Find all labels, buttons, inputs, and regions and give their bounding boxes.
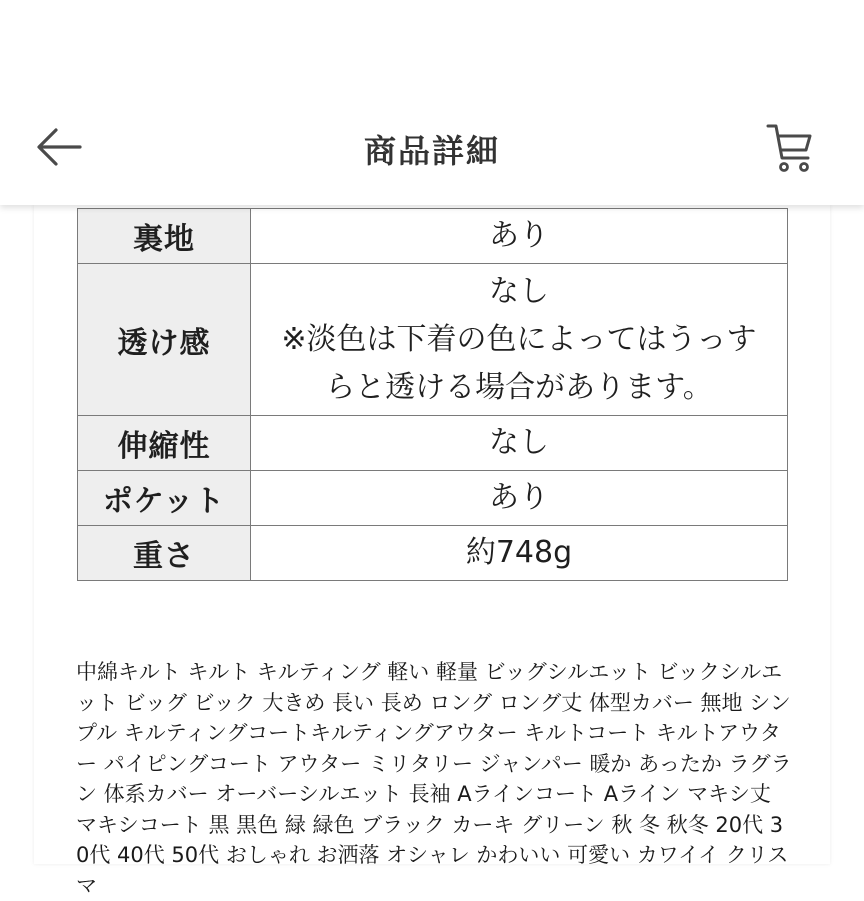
- spec-value: [251, 209, 788, 264]
- spec-value-line: なし: [489, 273, 549, 309]
- table-row: [78, 526, 788, 581]
- keyword-text: 中綿キルト キルト キルティング 軽い 軽量 ビッグシルエット ビックシルエット ビッグ ビック 大きめ 長い 長め ロング ロング丈 体型カバー 無地 シンプル キルティングコートキルティングアウター キルトコート キルトアウター パイピングコート アウター ミリタリー ジャンパー 暖か あったか ラグラン 体系カバー オーバーシルエット 長袖 Aラインコート Aライン マキシ丈 マキシコート 黒 黒色 緑 緑色 ブラック カーキ グリーン 秋 冬 秋冬 20代 30代 40代 50代 おしゃれ お洒落 オシャレ かわいい 可愛い カワイイ クリスマ: [76, 660, 792, 898]
- spec-value-line: なし: [489, 425, 549, 460]
- cart-icon: [760, 118, 820, 178]
- spec-value-line: ※淡色は下着の色によってはうっす: [281, 321, 757, 357]
- cart-button[interactable]: [760, 118, 820, 178]
- spec-label: 伸縮性: [78, 416, 251, 471]
- spec-value: [251, 416, 788, 471]
- spec-value: [251, 471, 788, 526]
- spec-value-line: あり: [489, 480, 549, 515]
- spec-table: [77, 208, 788, 581]
- spec-value-line: あり: [489, 218, 549, 253]
- spec-label: 重さ: [78, 526, 251, 581]
- spec-value-line: らと透ける場合があります。: [325, 369, 713, 405]
- table-row: [78, 209, 788, 264]
- spec-label: 透け感: [78, 264, 251, 416]
- product-detail-content: [34, 205, 830, 898]
- spec-value: [251, 526, 788, 581]
- spec-label: ポケット: [78, 471, 251, 526]
- spec-label: 裏地: [78, 209, 251, 264]
- table-row: [78, 264, 788, 416]
- spec-value: [251, 264, 788, 416]
- spec-value-line: 約748g: [465, 535, 573, 570]
- app-header: [0, 0, 864, 205]
- page-title: 商品詳細: [363, 132, 500, 170]
- table-row: [78, 471, 788, 526]
- table-row: [78, 416, 788, 471]
